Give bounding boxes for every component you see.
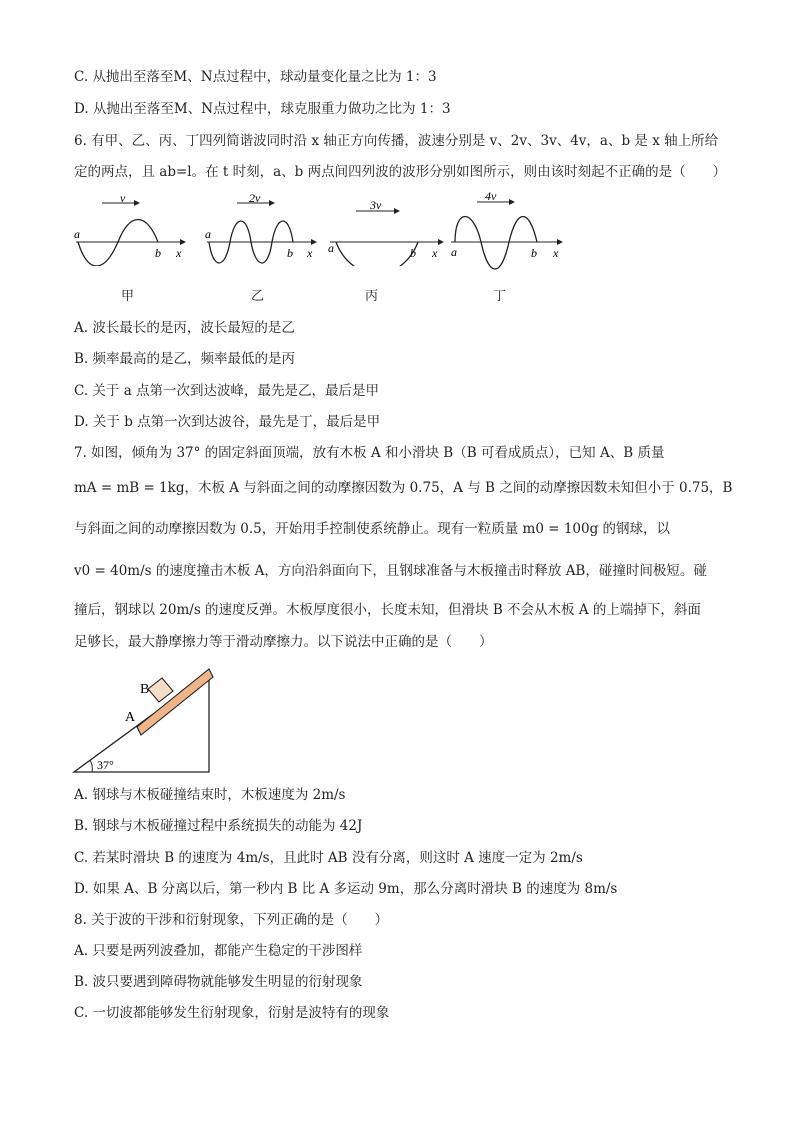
caption-bing: 丙 <box>365 289 379 304</box>
x-axis-label: x <box>176 246 182 260</box>
incline-figure <box>70 655 220 777</box>
caption-ding: 丁 <box>493 289 507 304</box>
q7-stem-line6: 足够长，最大静摩擦力等于滑动摩擦力。以下说法中正确的是（ ） <box>74 634 493 650</box>
q5-option-c: C. 从抛出至落至M、N点过程中，球动量变化量之比为 1：3 <box>74 69 437 85</box>
point-a-label: a <box>205 227 211 241</box>
wave-figure-yi <box>203 194 323 266</box>
speed-label: 2v <box>249 194 261 205</box>
board-a <box>137 669 213 735</box>
q6-option-c: C. 关于 a 点第一次到达波峰，最先是乙，最后是甲 <box>74 383 380 399</box>
angle-label: 37° <box>97 758 114 772</box>
q7-option-d: D. 如果 A、B 分离以后，第一秒内 B 比 A 多运动 9m，那么分离时滑块 B 的速度为 8m/s <box>74 881 618 897</box>
speed-label: 4v <box>485 190 497 203</box>
x-axis-label: x <box>307 246 313 260</box>
x-axis-label: x <box>432 246 438 260</box>
point-a-label: a <box>451 245 457 259</box>
q7-option-b: B. 钢球与木板碰撞过程中系统损失的动能为 42J <box>74 818 363 834</box>
q6-stem-line2: 定的两点，且 ab=l。在 t 时刻，a、b 两点间四列波的波形分别如图所示，则由该时刻起不正确的是（ ） <box>74 164 727 180</box>
q8-stem: 8. 关于波的干涉和衍射现象，下列正确的是（ ） <box>74 912 389 928</box>
caption-yi: 乙 <box>251 289 265 304</box>
label-b: B <box>140 682 150 697</box>
wave-figure-bing <box>326 194 451 266</box>
q6-option-a: A. 波长最长的是丙，波长最短的是乙 <box>74 320 295 336</box>
q7-stem-line4: v0 = 40m/s 的速度撞击木板 A，方向沿斜面向下，且钢球准备与木板撞击时释放 AB，碰撞时间极短。碰 <box>74 563 707 579</box>
point-b-label: b <box>410 246 416 260</box>
caption-jia: 甲 <box>121 289 135 304</box>
q7-stem-line1: 7. 如图，倾角为 37° 的固定斜面顶端，放有木板 A 和小滑块 B（B 可看成质点），已知 A、B 质量 <box>74 445 665 461</box>
speed-label: v <box>120 194 126 205</box>
q8-option-b: B. 波只要遇到障碍物就能够发生明显的衍射现象 <box>74 974 363 990</box>
q7-stem-line2: mA = mB = 1kg，木板 A 与斜面之间的动摩擦因数为 0.75，A 与 B 之间的动摩擦因数未知但小于 0.75，B <box>74 480 733 496</box>
wave-figure-ding <box>447 190 572 270</box>
wave-figure-jia <box>72 194 192 266</box>
q6-option-b: B. 频率最高的是乙，频率最低的是丙 <box>74 351 296 367</box>
point-a-label: a <box>328 241 334 255</box>
q8-option-c: C. 一切波都能够发生衍射现象，衍射是波特有的现象 <box>74 1005 390 1021</box>
q7-stem-line5: 撞后，钢球以 20m/s 的速度反弹。木板厚度很小，长度未知，但滑块 B 不会从木板 A 的上端掉下，斜面 <box>74 602 701 618</box>
q7-stem-line3: 与斜面之间的动摩擦因数为 0.5，开始用手控制使系统静止。现有一粒质量 m0 = 100g 的钢球，以 <box>74 521 671 537</box>
q6-stem-line1: 6. 有甲、乙、丙、丁四列简谐波同时沿 x 轴正方向传播，波速分别是 v、2v、3v、4v，a、b 是 x 轴上所给 <box>74 133 719 149</box>
speed-label: 3v <box>370 198 382 212</box>
q7-option-c: C. 若某时滑块 B 的速度为 4m/s，且此时 AB 没有分离，则这时 A 速度一定为 2m/s <box>74 850 583 866</box>
x-axis-label: x <box>553 246 559 260</box>
point-b-label: b <box>531 246 537 260</box>
point-b-label: b <box>287 246 293 260</box>
q5-option-d: D. 从抛出至落至M、N点过程中，球克服重力做功之比为 1：3 <box>74 101 451 117</box>
q8-option-a: A. 只要是两列波叠加，都能产生稳定的干涉图样 <box>74 943 363 959</box>
point-b-label: b <box>155 246 161 260</box>
block-b <box>148 678 173 702</box>
q7-option-a: A. 钢球与木板碰撞结束时，木板速度为 2m/s <box>74 787 346 803</box>
point-a-label: a <box>74 227 80 241</box>
q6-option-d: D. 关于 b 点第一次到达波谷，最先是丁，最后是甲 <box>74 414 381 430</box>
label-a: A <box>125 710 136 725</box>
